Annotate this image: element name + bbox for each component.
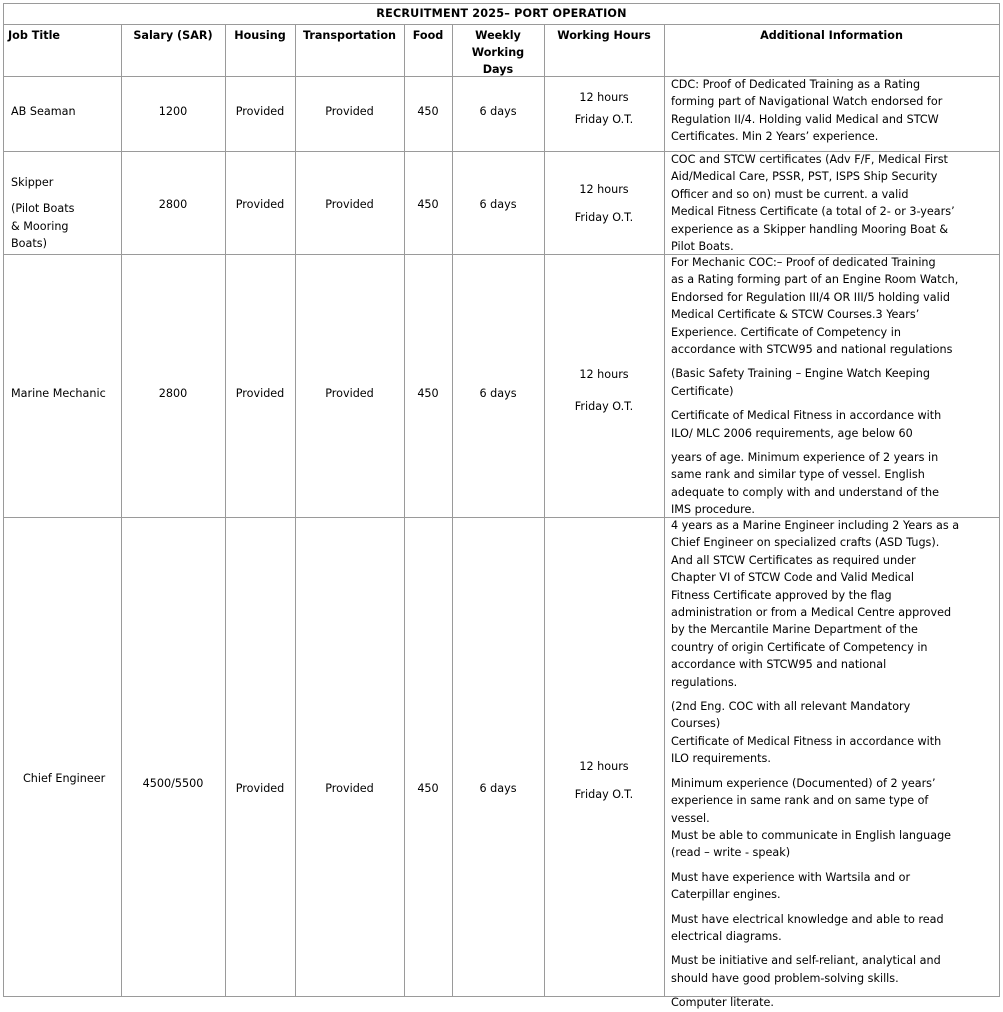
- info-line: experience in same rank and on same type of: [671, 794, 929, 808]
- row4-salary: 4500/5500: [142, 777, 204, 790]
- table-border-top: [3, 3, 1000, 4]
- info-line: Fitness Certificate approved by the flag: [671, 588, 892, 602]
- info-line: And all STCW Certificates as required under: [671, 553, 916, 567]
- column-divider: [664, 24, 665, 997]
- info-line: Caterpillar engines.: [671, 888, 781, 902]
- info-line: Chapter VI of STCW Code and Valid Medical: [671, 571, 915, 585]
- info-line: by the Mercantile Marine Department of the: [671, 623, 918, 637]
- row1-hours: 12 hours: [579, 91, 629, 104]
- info-line: as a Rating forming part of an Engine Room Watch,: [671, 273, 959, 287]
- recruitment-document: [3, 3, 1000, 1010]
- info-line: (Basic Safety Training – Engine Watch Keeping: [671, 367, 930, 381]
- row1-job-title: AB Seaman: [11, 105, 76, 118]
- info-line: IMS procedure.: [671, 503, 755, 517]
- column-divider: [295, 24, 296, 997]
- info-line: Pilot Boats.: [671, 240, 734, 254]
- paragraph-gap: [671, 691, 997, 698]
- info-line: Officer and so on) must be current. a valid: [671, 187, 909, 201]
- column-divider: [225, 24, 226, 997]
- info-line: Must have electrical knowledge and able to read: [671, 912, 944, 926]
- row1-overtime: Friday O.T.: [574, 113, 634, 126]
- paragraph-gap: [671, 400, 997, 407]
- recruitment-table: [3, 3, 1000, 1010]
- row3-additional-info: [671, 254, 997, 519]
- info-line: Minimum experience (Documented) of 2 years’: [671, 776, 936, 790]
- info-line: ILO requirements.: [671, 752, 771, 766]
- row3-salary: 2800: [158, 387, 188, 400]
- row3-transportation: Provided: [325, 387, 374, 400]
- info-line: should have good problem-solving skills.: [671, 971, 899, 985]
- title-divider: [3, 24, 1000, 25]
- paragraph-gap: [671, 442, 997, 449]
- row2-overtime: Friday O.T.: [574, 211, 634, 224]
- header-transportation: Transportation: [302, 29, 397, 42]
- info-line: vessel.: [671, 811, 710, 825]
- info-line: Regulation II/4. Holding valid Medical and STCW: [671, 112, 939, 126]
- row4-additional-info: [671, 517, 997, 1012]
- info-line: 4 years as a Marine Engineer including 2 Years as a: [671, 519, 960, 532]
- row2-working-days: 6 days: [479, 198, 517, 211]
- column-divider: [544, 24, 545, 997]
- row4-overtime: Friday O.T.: [574, 788, 634, 801]
- info-line: Computer literate.: [671, 996, 774, 1010]
- paragraph-gap: [671, 904, 997, 911]
- info-line: electrical diagrams.: [671, 929, 782, 943]
- row2-additional-info: [671, 151, 997, 255]
- info-line: accordance with STCW95 and national: [671, 658, 887, 672]
- table-border-left: [3, 3, 4, 997]
- header-housing: Housing: [234, 29, 286, 42]
- info-line: CDC: Proof of Dedicated Training as a Rating: [671, 78, 921, 91]
- info-line: Certificate of Medical Fitness in accordance with: [671, 734, 942, 748]
- table-border-right: [999, 3, 1000, 997]
- info-line: COC and STCW certificates (Adv F/F, Medical First: [671, 153, 948, 166]
- info-line: experience as a Skipper handling Mooring Boat &: [671, 222, 949, 236]
- row2-food: 450: [417, 198, 439, 211]
- info-line: Must have experience with Wartsila and or: [671, 870, 911, 884]
- info-line: accordance with STCW95 and national regulations: [671, 343, 953, 357]
- column-divider: [452, 24, 453, 997]
- row2-hours: 12 hours: [579, 183, 629, 196]
- row4-working-days: 6 days: [479, 782, 517, 795]
- column-divider: [121, 24, 122, 997]
- info-line: Experience. Certificate of Competency in: [671, 325, 901, 339]
- info-line: Chief Engineer on specialized crafts (ASD Tugs).: [671, 536, 940, 550]
- header-job-title: Job Title: [8, 29, 60, 42]
- row4-hours: 12 hours: [579, 760, 629, 773]
- info-line: Certificate of Medical Fitness in accordance with: [671, 409, 942, 423]
- document-title: RECRUITMENT 2025– PORT OPERATION: [376, 7, 627, 20]
- row3-hours: 12 hours: [579, 368, 629, 381]
- row1-salary: 1200: [158, 105, 188, 118]
- header-additional-information: Additional Information: [760, 29, 903, 42]
- info-line: Medical Fitness Certificate (a total of 2- or 3-years’: [671, 205, 955, 219]
- row1-additional-info: [671, 76, 997, 146]
- info-line: Medical Certificate & STCW Courses.3 Years’: [671, 308, 920, 322]
- info-line: (read – write - speak): [671, 846, 791, 860]
- header-food: Food: [412, 29, 444, 42]
- header-salary: Salary (SAR): [133, 29, 213, 42]
- row4-housing: Provided: [235, 782, 285, 795]
- row3-working-days: 6 days: [479, 387, 517, 400]
- row1-working-days: 6 days: [479, 105, 517, 118]
- row2-housing: Provided: [235, 198, 285, 211]
- paragraph-gap: [671, 768, 997, 775]
- row4-job-title: Chief Engineer: [23, 772, 106, 785]
- row3-food: 450: [417, 387, 439, 400]
- info-line: years of age. Minimum experience of 2 years in: [671, 451, 939, 465]
- paragraph-gap: [671, 987, 997, 994]
- info-line: adequate to comply with and understand of the: [671, 485, 939, 499]
- row3-overtime: Friday O.T.: [574, 400, 634, 413]
- info-line: Aid/Medical Care, PSSR, PST, ISPS Ship Security: [671, 170, 938, 184]
- info-line: Certificates. Min 2 Years’ experience.: [671, 130, 879, 144]
- info-line: (2nd Eng. COC with all relevant Mandatory: [671, 700, 911, 714]
- info-line: Must be initiative and self-reliant, analytical and: [671, 954, 941, 968]
- header-weekly-working-days: Weekly Working Days: [471, 29, 525, 76]
- row2-job-title: Skipper (Pilot Boats & Mooring Boats): [11, 176, 75, 251]
- info-line: Endorsed for Regulation III/4 OR III/5 holding valid: [671, 290, 950, 304]
- info-line: country of origin Certificate of Competency in: [671, 640, 928, 654]
- paragraph-gap: [671, 945, 997, 952]
- row2-transportation: Provided: [325, 198, 374, 211]
- row3-housing: Provided: [235, 387, 285, 400]
- row3-job-title: Marine Mechanic: [11, 387, 106, 400]
- header-working-hours: Working Hours: [557, 29, 651, 42]
- info-line: Must be able to communicate in English language: [671, 828, 952, 842]
- info-line: forming part of Navigational Watch endorsed for: [671, 95, 943, 109]
- info-line: administration or from a Medical Centre approved: [671, 606, 952, 620]
- row1-housing: Provided: [235, 105, 285, 118]
- row4-food: 450: [417, 782, 439, 795]
- info-line: ILO/ MLC 2006 requirements, age below 60: [671, 426, 913, 440]
- info-line: Courses): [671, 717, 721, 731]
- info-line: regulations.: [671, 675, 738, 689]
- info-line: Certificate): [671, 384, 734, 398]
- info-line: same rank and similar type of vessel. English: [671, 468, 925, 482]
- paragraph-gap: [671, 358, 997, 365]
- row2-salary: 2800: [158, 198, 188, 211]
- column-divider: [404, 24, 405, 997]
- row4-transportation: Provided: [325, 782, 374, 795]
- info-line: For Mechanic COC:– Proof of dedicated Training: [671, 256, 936, 269]
- row1-food: 450: [417, 105, 439, 118]
- row1-transportation: Provided: [325, 105, 374, 118]
- paragraph-gap: [671, 862, 997, 869]
